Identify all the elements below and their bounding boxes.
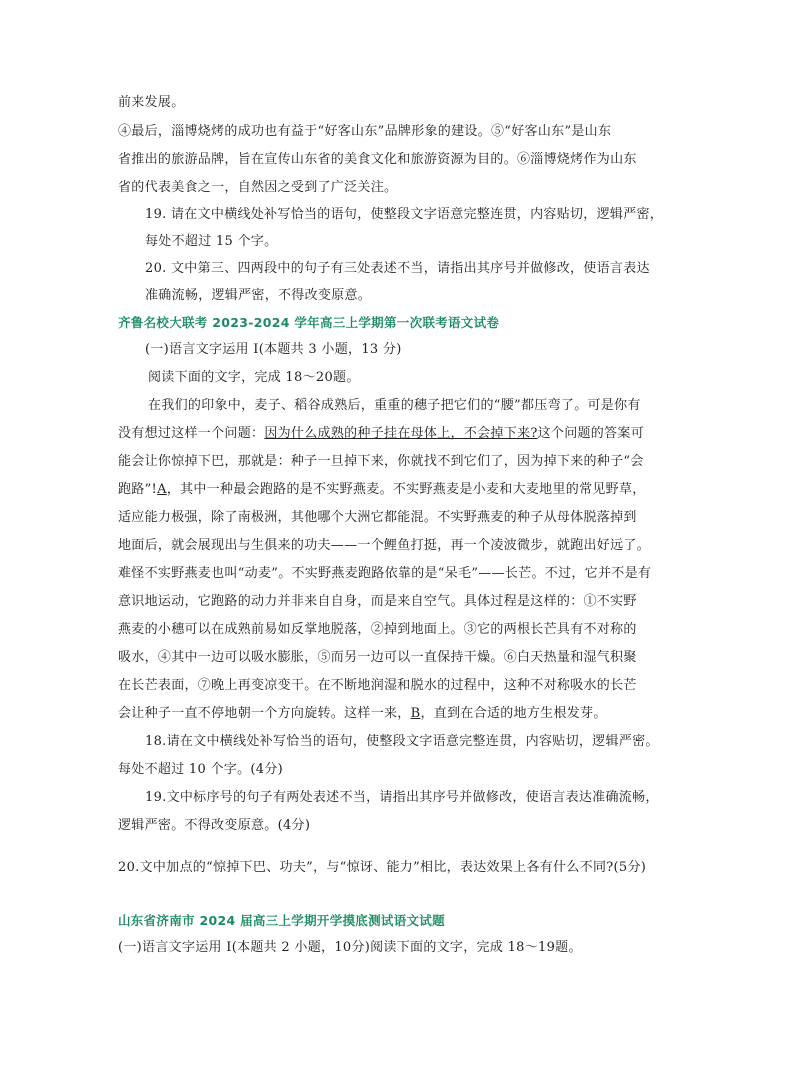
passage-line: 在长芒表面，⑦晚上再变凉变干。在不断地润湿和脱水的过程中，这种不对称吸水的长芒 [118, 678, 637, 693]
passage-line: 没有想过这样一个问题：因为什么成熟的种子挂在母体上，不会掉下来?这个问题的答案可 [118, 426, 644, 441]
passage-line: 意识地运动，它跑路的动力并非来自自身，而是来自空气。具体过程是这样的：①不实野 [118, 594, 637, 609]
question-19-cont: 逻辑严密。不得改变原意。(4分) [118, 818, 311, 833]
question-19: 19. 请在文中横线处补写恰当的语句，使整段文字语意完整连贯，内容贴切，逻辑严密， [145, 207, 664, 222]
text-line: 前来发展。 [118, 95, 185, 110]
passage-line: 会让种子一直不停地朝一个方向旋转。这样一来，B，直到在合适的地方生根发芽。 [118, 706, 607, 721]
passage-line: 适应能力极强，除了南极洲，其他哪个大洲它都能混。不实野燕麦的种子从母体脱落掉到 [118, 510, 637, 525]
question-20: 20. 文中第三、四两段中的句子有三处表述不当，请指出其序号并做修改，使语言表达 [145, 261, 650, 276]
text-line: ④最后，淄博烧烤的成功也有益于“好客山东”品牌形象的建设。⑤“好客山东”是山东 [118, 124, 612, 139]
exam-title: 山东省济南市 2024 届高三上学期开学摸底测试语文试题 [118, 913, 445, 928]
underlined-sentence: 因为什么成熟的种子挂在母体上，不会掉下来? [264, 426, 538, 441]
part-heading: (一)语言文字运用 I(本题共 2 小题，10分)阅读下面的文字，完成 18～19题。 [118, 940, 582, 955]
text-line: 省的代表美食之一，自然因之受到了广泛关注。 [118, 180, 398, 195]
question-20-cont: 准确流畅，逻辑严密，不得改变原意。 [145, 288, 372, 303]
instruction: 阅读下面的文字，完成 18～20题。 [148, 370, 360, 385]
passage-line: 地面后，就会展现出与生俱来的功夫——一个鲤鱼打挺，再一个凌波微步，就跑出好远了。 [118, 538, 651, 553]
passage-line: 吸水，④其中一边可以吸水膨胀，⑤而另一边可以一直保持干燥。⑥白天热量和湿气积聚 [118, 650, 637, 665]
passage-line: 难怪不实野燕麦也叫“动麦”。不实野燕麦跑路依靠的是“呆毛”——长芒。不过，它并不是有 [118, 566, 652, 581]
question-19-cont: 每处不超过 15 个字。 [145, 234, 278, 249]
passage-line: 跑路”!A，其中一种最会跑路的是不实野燕麦。不实野燕麦是小麦和大麦地里的常见野草， [118, 482, 646, 497]
question-20: 20.文中加点的“惊掉下巴、功夫”，与“惊讶、能力”相比，表达效果上各有什么不同?(5分) [118, 860, 647, 875]
exam-title: 齐鲁名校大联考 2023-2024 学年高三上学期第一次联考语文试卷 [118, 315, 500, 330]
passage-line: 能会让你惊掉下巴，那就是：种子一旦掉下来，你就找不到它们了，因为掉下来的种子“会 [118, 454, 644, 469]
blank-a: A [157, 482, 167, 497]
passage-line: 在我们的印象中，麦子、稻谷成熟后，重重的穗子把它们的“腰”都压弯了。可是你有 [148, 398, 641, 413]
question-18: 18.请在文中横线处补写恰当的语句，使整段文字语意完整连贯，内容贴切，逻辑严密。 [145, 734, 659, 749]
part-heading: (一)语言文字运用 I(本题共 3 小题，13 分) [145, 342, 402, 357]
blank-b: B [410, 706, 421, 721]
question-19: 19.文中标序号的句子有两处表述不当，请指出其序号并做修改，使语言表达准确流畅， [145, 790, 659, 805]
question-18-cont: 每处不超过 10 个字。(4分) [118, 762, 284, 777]
text-line: 省推出的旅游品牌，旨在宣传山东省的美食文化和旅游资源为目的。⑥淄博烧烤作为山东 [118, 152, 637, 167]
passage-line: 燕麦的小穗可以在成熟前易如反掌地脱落，②掉到地面上。③它的两根长芒具有不对称的 [118, 622, 637, 637]
